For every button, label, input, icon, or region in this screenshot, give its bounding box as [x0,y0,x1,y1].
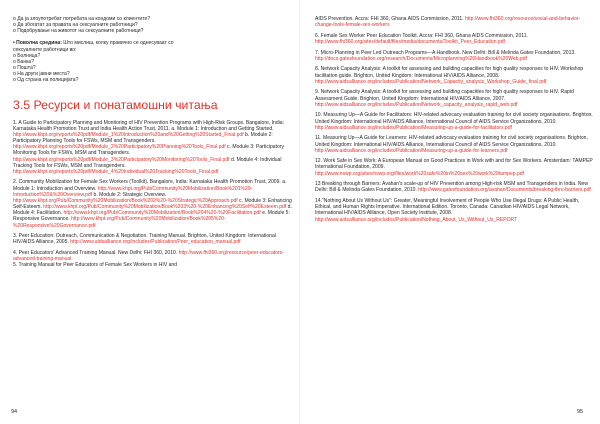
reference-link[interactable]: http://www.khpt.org/Pub/Community%20Mobilization/Book%205%20-%20Responsive%20Governance.pdf [13,216,226,229]
reference-4 [13,250,298,262]
reference-6 [315,33,593,45]
reference-2-links [13,186,292,229]
bullet-item: о Да збогатат за правата на сексуалните работници? [13,22,138,29]
reference-2 [13,179,298,228]
reference-3-text: 3. Peer Education: Outreach, Communication & Negotiation. Training Manual. Brighton, United Kingdom: International HIV/AIDS Alliance, 2005. [13,233,276,246]
reference-9 [315,89,593,107]
reference-14-link[interactable]: http://www.aidsalliance.org/includes/Publication/Nothing_About_Us_Without_Us_REPORT [315,216,518,223]
right-page [300,0,600,424]
reference-3 [13,233,298,245]
reference-text: b. Module 2: Participatory Planning Tools for FSWs, MSM and Transgenders. [13,131,273,145]
left-column [13,16,298,269]
reference-text: c. Module 3: Participatory Monitoring Tools for FSWs, MSM and Transgenders. [13,144,285,157]
reference-link[interactable]: http://www.khpt.org/Pub/Community%20Mobilization/Book%202%20-%20Strategic%20Approach.pdf [13,197,238,204]
section-heading: 3.5 Ресурси и понатамошни читања [13,97,218,112]
reference-5-link[interactable]: http://www.fhi360.org/resource/social-and-behavior-change-tools-female-sex-workers [315,16,581,29]
option-item: о Пошта? [13,65,36,72]
reference-link[interactable]: http://www.khpt.org/Pub/Community%20Mobilization/Book%201%20-Introduction%20&%20Overview.pdf [13,185,253,198]
reference-5: 5. Training Manual for Peer Educators of Female Sex Workers in HIV and [13,262,178,269]
reference-link[interactable]: http://www.khpt.org/reports%20pdf/Module_4%20Individual%20Tracking%20Tools_Final.pdf [13,168,219,175]
reference-13-link[interactable]: http://www.gatesfoundation.org/avahan/Documents/breaking-thru-barriers.pdf [418,187,591,194]
reference-12 [315,158,593,176]
reference-1-links [13,132,284,175]
reference-6-text: 6. Female Sex Worker Peer Education Toolkit. Accra: FHI 360, Ghana AIDS Commission, 2011. [315,32,528,39]
reference-3-link[interactable]: http://www.aidsalliance.org/includes/Publication/Peer_education_manual.pdf [70,239,241,246]
right-column [315,16,593,223]
option-item: о Болница? [13,52,41,59]
reference-13 [315,181,593,193]
page-number-left: 94 [11,409,18,415]
reference-1 [13,120,298,175]
reference-1-text: 1. A Guide to Participatory Planning and Monitoring of HIV Prevention Programs with High-Risk Groups. Bangalore, India: Karnataka Health Promotion Trust and India Health Action Trust, 2011. a. Module 1: Introduction and Getting Started. [13,119,284,132]
reference-link[interactable]: http://www.khpt.org/Pub/Community%20Mobilization/Book%204%20-%20Facilitation.pdf [63,210,261,217]
option-item: о На други јавни места? [13,71,70,78]
reference-text: e. Module 5: Responsive Governance. [13,210,290,223]
reference-text: d. Module 4: Individual Tracking Tools for FSWs, MSM and Transgenders. [13,156,282,169]
reference-12-link[interactable]: http://www.nswp.org/sites/nswp.org/files/work%20safe%20in%20sex%20work%20tampep.pdf [315,170,524,177]
question-line-2: сексуалните работници во: [13,46,77,53]
reference-8 [315,66,593,84]
reference-10-link[interactable]: http://www.aidsalliance.org/includes/Publication/Measuring-up-a-guide-for-facilitators.pdf [315,124,512,131]
option-item: о Од страна на полицијата? [13,77,79,84]
question-text: Што мислиш, колку правично се однесуваат со [61,40,174,47]
reference-4-link[interactable]: http://www.fhi360.org/resource/peer-educators-advanced-training-manual [13,250,284,263]
reference-11 [315,135,593,153]
bullet-item: о Подобрување на животот на сексуалните работници? [13,28,144,35]
bullet-item: о Да ја злоупотребат потребата на кондоми со клиентите? [13,16,151,22]
reference-text: c. Module 3: Enhancing Self-Esteem. [13,197,292,211]
reference-link[interactable]: http://www.khpt.org/reports%20pdf/Module_3%20Participatory%20Monitoring%20Tools_Final.pdf [13,156,230,163]
reference-text: b. Module 2: Strategic Overview. [92,191,167,198]
reference-14 [315,198,593,223]
reference-6-link[interactable]: http://www.fhi360.org/sites/default/files/media/documents/Toolkit_Peer_Education.pdf [315,38,505,45]
reference-7-link[interactable]: http://docs.gatesfoundation.org/research/Documents/Microplanning%20Handbook%20Web.pdf [315,55,528,62]
reference-11-text: 11. Measuring Up—A Guide for Learners: HIV-related advocacy evaluation training for civil society organisations. Brighton, United Kingdom: International HIV/AIDS Alliance, International Council of AIDS Service Organizations, 2010. [315,135,588,148]
option-item: о Банка? [13,58,35,65]
reference-link[interactable]: http://www.khpt.org/reports%20pdf/Module_2%20Participatory%20Planning%20Tools_Final.pdf [13,144,226,151]
reference-7-text: 7. Micro-Planning in Peer Led Outreach Programs—A Handbook. New Delhi: Bill & Melinda Gates Foundation, 2013. [315,49,576,56]
reference-13-text: 13 Breaking through Barriers: Avahan's scale-up of HIV Prevention among High-risk MSM and Transgenders in India. New Delhi: Bill & Melinda Gates Foundation, 2010. [315,181,588,194]
reference-2-text: 2. Community Mobilization for Female Sex Workers (Toolkit). Bangalore, India: Karnataka Health Promotion Trust, 2009. a. Module 1: Introduction and Overview. [13,179,287,192]
reference-8-text: 8. Network Capacity Analysis: A toolkit for assessing and building capacities for high quality responses to HIV. Workshop facilitation guide. Brighton, United Kingdom: International HIV/AIDS Alliance, 2008. [315,66,584,79]
reference-link[interactable]: http://www.khpt.org/Pub/Community%20Mobilization/Book%203%20-%20Enhancing%20Self%20Esteem.pdf [43,204,287,211]
reference-12-text: 12. Work Safe in Sex Work: A European Manual on Good Practices in Work with and for Sex Workers. Amsterdam: TAMPEP International Foundation, 2009. [315,158,593,171]
reference-7 [315,50,593,62]
reference-4-text: 4. Peer Educators' Advanced Training Manual. New Delhi: FHI 360, 2010. [13,250,178,257]
question-label: • Поволна средина: [13,40,62,47]
reference-5-continued-text: AIDS Prevention. Accra: FHI 360, Ghana AIDS Commission, 2011. [315,16,464,22]
reference-link[interactable]: http://www.khpt.org/reports%20pdf/Module_1%20Introduction%20and%20Getting%20Started_Final.pdf [13,131,244,138]
reference-14-text: 14."Nothing About Us Without Us": Greater, Meaningful Involvement of People Who Use Illegal Drugs: A Public Health, Ethical, and Human Rights Imperative. International Edition. Toronto, Canada: Canadian HIV/AIDS Legal Network, International HIV/AIDS Alliance, Open Society Institute, 2008. [315,198,580,217]
reference-10 [315,112,593,130]
reference-8-link[interactable]: http://www.aidsalliance.org/includes/Publication/Network_Capacity_analysis_Workshop_Guide_final.pdf [315,78,547,85]
reference-5-continued [315,16,593,28]
reference-9-link[interactable]: http://www.aidsalliance.org/includes/Publication/Network_capacity_analysis_rapid_web.pdf [315,101,518,108]
reference-10-text: 10. Measuring Up—A Guide for Facilitators: HIV-related advocacy evaluation training for civil society organisations. Brighton, United Kingdom: International HIV/AIDS Alliance, International Council of AIDS Service Organizations, 2010. [315,112,593,125]
page-number-right: 95 [577,409,584,415]
reference-text: d. Module 4: Facilitation. [13,204,292,217]
reference-11-link[interactable]: http://www.aidsalliance.org/includes/Publication/Measuring-up-a-guide-for-learners.pdf [315,147,508,154]
reference-9-text: 9. Network Capacity Analysis: A toolkit for assessing and building capacities for high quality responses to HIV. Rapid Assessment Guide. Brighton, United Kingdom: International HIV/AIDS Alliance, 2007. [315,89,574,102]
